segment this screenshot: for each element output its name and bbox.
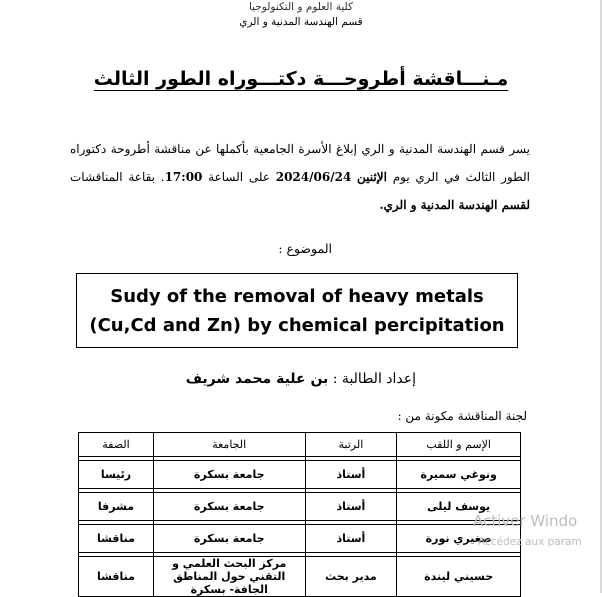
member-name: صغيري نورة (397, 525, 521, 553)
header-name: الإسم و اللقب (397, 433, 521, 457)
subject-label: الموضوع : (278, 241, 332, 256)
jury-header-row (79, 433, 521, 457)
watermark-line-2: Accédez aux param (478, 536, 582, 548)
announcement-paragraph (70, 135, 530, 219)
thesis-title-box (76, 273, 518, 348)
defense-venue: لقسم الهندسة المدنية و الري. (379, 198, 530, 212)
header-role: الصفة (79, 433, 154, 457)
member-name: ونوغي سميرة (397, 461, 521, 489)
venue-prefix: . بقاعة المناقشات (70, 170, 165, 184)
member-university: جامعة بسكرة (153, 493, 305, 521)
table-row (79, 461, 521, 489)
member-rank: أستاذ (305, 461, 397, 489)
header-rank: الرتبة (305, 433, 397, 457)
department-name: قسم الهندسة المدنية و الري (239, 16, 363, 28)
member-name: حسيني ليندة (397, 557, 521, 597)
member-role: رئيسا (79, 461, 154, 489)
faculty-name: كلية العلوم و التكنولوجيا (248, 1, 354, 13)
at-time-label: على الساعة (208, 170, 270, 184)
member-role: مناقشا (79, 557, 154, 597)
page-title (0, 68, 602, 90)
member-role: مشرفا (79, 493, 154, 521)
windows-activation-watermark (473, 512, 582, 548)
student-name: بن علية محمد شريف (185, 371, 329, 387)
member-university: مركز البحث العلمي و التقني حول المناطق الجافة- بسكرة (153, 557, 305, 597)
defense-date: 2024/06/24 (275, 170, 352, 184)
watermark-line-1: Activer Windo (473, 512, 578, 530)
member-rank: أستاذ (305, 493, 397, 521)
member-name: يوسف ليلى (397, 493, 521, 521)
member-university: جامعة بسكرة (153, 525, 305, 553)
defense-day: الإثنين (357, 170, 387, 184)
header-university: الجامعة (153, 433, 305, 457)
announcement-intro: يسر قسم الهندسة المدنية و الري إبلاغ الأسرة الجامعية بأكملها عن مناقشة أطروحة دكتوراه الطور الثالث في الري يوم (70, 142, 530, 184)
member-rank: مدير بحث (305, 557, 397, 597)
thesis-title-line-1: Sudy of the removal of heavy metals (110, 285, 484, 307)
committee-label: لجنة المناقشة مكونة من : (397, 409, 527, 423)
jury-table (78, 432, 521, 597)
member-rank: أستاذ (305, 525, 397, 553)
student-label: إعداد الطالبة : (332, 371, 416, 387)
table-row (79, 557, 521, 597)
student-line (186, 371, 416, 387)
page-title-text: مـنـــاقشة أطروحـــة دكتـــوراه الطور الثالث (93, 68, 509, 90)
member-role: مناقشا (79, 525, 154, 553)
table-row (79, 493, 521, 521)
defense-time: 17:00 (164, 170, 203, 184)
thesis-title-line-2: (Cu,Cd and Zn) by chemical percipitation (89, 314, 505, 336)
member-university: جامعة بسكرة (153, 461, 305, 489)
table-row (79, 525, 521, 553)
